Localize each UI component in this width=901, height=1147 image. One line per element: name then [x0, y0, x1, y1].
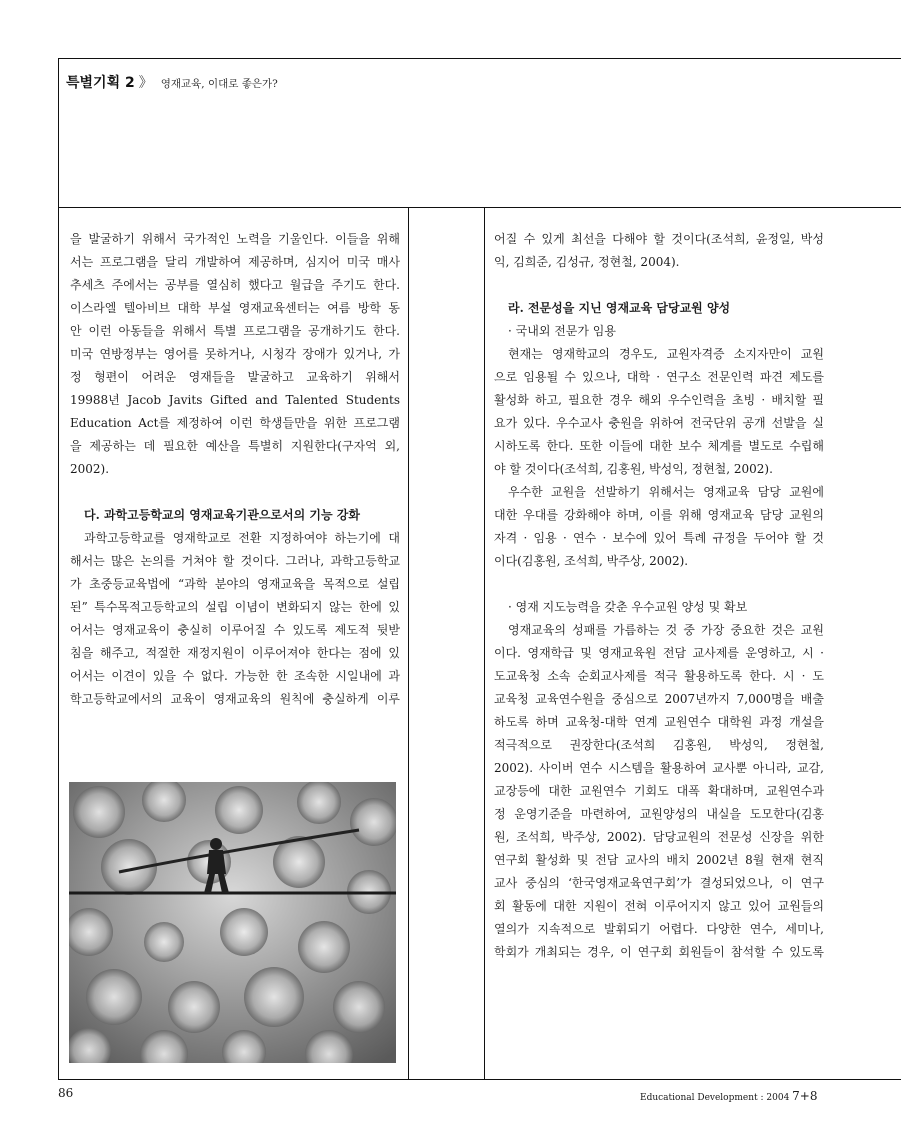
body-line: 학회가 개최되는 경우, 이 연구회 회원들이 참석할 수 있도록	[494, 945, 824, 959]
body-line: 영재교육의 성패를 가름하는 것 중 가장 중요한 것은 교원	[508, 623, 824, 637]
body-line: 추세츠 주에서는 공부를 열심히 했다고 월급을 주기도 한다.	[70, 278, 400, 292]
body-line: 야 할 것이다(조석희, 김홍원, 박성익, 정현철, 2002).	[494, 462, 773, 476]
body-line: 침을 해주고, 적절한 재정지원이 이루어져야 한다는 점에 있	[70, 646, 400, 660]
body-line: 과학고등학교를 영재학교로 전환 지정하여야 하는기에 대	[84, 531, 400, 545]
body-line: 가 초중등교육법에 “과학 분야의 영재교육을 목적으로 설립	[70, 577, 400, 591]
body-line: 을 제공하는 데 필요한 예산을 특별히 지원한다(구자억 외,	[70, 439, 400, 453]
body-line: 서는 프로그램을 달리 개발하여 제공하며, 심지어 미국 매사	[70, 255, 400, 269]
left-edge-rule	[58, 58, 59, 1080]
body-line: 을 발굴하기 위해서 국가적인 노력을 기울인다. 이들을 위해	[70, 232, 400, 246]
body-line: 연구회 활성화 및 전담 교사의 배치 2002년 8월 현재 현직	[494, 853, 824, 867]
column-divider-right	[484, 207, 485, 1080]
section-heading: 라. 전문성을 지닌 영재교육 담당교원 양성	[508, 301, 731, 315]
body-line: 대한 우대를 강화해야 하며, 이를 위해 영재교육 담당 교원의	[494, 508, 824, 522]
subsection-heading: · 영재 지도능력을 갖춘 우수교원 양성 및 확보	[508, 600, 748, 614]
body-line: 으로 임용될 수 있으나, 대학 · 연구소 전문인력 파견 제도를	[494, 370, 824, 384]
running-footer	[640, 1089, 818, 1103]
body-line: 적극적으로 권장한다(조석희 김홍원, 박성익, 정현철,	[494, 738, 824, 752]
body-line: 된” 특수목적고등학교의 설립 이념이 변화되지 않는 한에 있	[70, 600, 400, 614]
body-line: 2002).	[70, 462, 110, 476]
chevron-icon: 》	[138, 75, 153, 91]
header-bottom-rule	[58, 207, 901, 208]
page-number: 86	[58, 1086, 74, 1100]
body-line: 회 활동에 대한 지원이 전혀 이루어지지 않고 있어 교원들의	[494, 899, 824, 913]
body-line: 열의가 지속적으로 발휘되기 어렵다. 다양한 연수, 세미나,	[494, 922, 824, 936]
body-line: 해서는 많은 논의를 거쳐야 할 것이다. 그러나, 과학고등학교	[70, 554, 400, 568]
footer-rule	[58, 1079, 901, 1080]
right-column	[494, 228, 824, 964]
body-line: 교사 중심의 ‘한국영재교육연구회’가 결성되었으나, 이 연구	[494, 876, 824, 890]
body-line: 정 형편이 어려운 영재들을 발굴하고 교육하기 위해서	[70, 370, 400, 384]
subsection-heading: · 국내외 전문가 임용	[508, 324, 616, 338]
body-line: 학고등학교에서의 교육이 영재교육의 원칙에 충실하게 이루	[70, 692, 400, 706]
body-line: 익, 김희준, 김성규, 정현철, 2004).	[494, 255, 680, 269]
body-line: 어서는 이견이 있을 수 없다. 가능한 한 조속한 시일내에 과	[70, 669, 400, 683]
body-line: 이다. 영재학급 및 영재교육원 전담 교사제를 운영하고, 시 ·	[494, 646, 824, 660]
body-line: 어질 수 있게 최선을 다해야 할 것이다(조석희, 윤정일, 박성	[494, 232, 824, 246]
body-line: 요가 있다. 우수교사 충원을 위하여 전국단위 공개 선발을 실	[494, 416, 824, 430]
body-line: 이다(김홍원, 조석희, 박주상, 2002).	[494, 554, 689, 568]
body-line: 현재는 영재학교의 경우도, 교원자격증 소지자만이 교원	[508, 347, 824, 361]
issue-number: 7+8	[792, 1089, 818, 1103]
section-heading: 다. 과학고등학교의 영재교육기관으로서의 기능 강화	[84, 508, 360, 522]
column-divider-left	[408, 207, 409, 1080]
body-line: 활성화 하고, 필요한 경우 해외 우수인력을 초빙 · 배치할 필	[494, 393, 824, 407]
body-line: 안 이런 아동들을 위해서 특별 프로그램을 공개하기도 한다.	[70, 324, 400, 338]
tightrope-illustration	[69, 782, 396, 1063]
body-line: Education Act를 제정하여 이런 학생들만을 위한 프로그램	[70, 416, 400, 430]
running-title: Educational Development : 2004	[640, 1093, 790, 1103]
body-line: 어서는 영재교육이 충실히 이루어질 수 있도록 제도적 뒷받	[70, 623, 400, 637]
body-line: 하도록 하며 교육청-대학 연계 교원연수 대학원 과정 개설을	[494, 715, 824, 729]
series-title: 특별기획 2	[66, 75, 135, 91]
body-line: 원, 조석희, 박주상, 2002). 담당교원의 전문성 신장을 위한	[494, 830, 824, 844]
left-column	[70, 228, 400, 711]
body-line: 자격 · 임용 · 연수 · 보수에 있어 특례 규정을 두어야 할 것	[494, 531, 824, 545]
section-subtitle: 영재교육, 이대로 좋은가?	[160, 78, 278, 90]
body-line: 교장등에 대한 교원연수 기회도 대폭 확대하며, 교원연수과	[494, 784, 824, 798]
section-header	[66, 72, 278, 92]
body-line: 2002). 사이버 연수 시스템을 활용하여 교사뿐 아니라, 교감,	[494, 761, 824, 775]
body-line: 이스라엘 텔아비브 대학 부설 영재교육센터는 여름 방학 동	[70, 301, 400, 315]
body-line: 정 운영기준을 마련하여, 교원양성의 내실을 도모한다(김홍	[494, 807, 824, 821]
top-rule	[58, 58, 901, 59]
body-line: 교육청 교육연수원을 중심으로 2007년까지 7,000명을 배출	[494, 692, 824, 706]
body-line: 미국 연방정부는 영어를 못하거나, 시청각 장애가 있거나, 가	[70, 347, 400, 361]
body-line: 도교육청 소속 순회교사제를 적극 활용하도록 한다. 시 · 도	[494, 669, 824, 683]
body-line: 시하도록 한다. 또한 이들에 대한 보수 체계를 별도로 수립해	[494, 439, 824, 453]
body-line: 우수한 교원을 선발하기 위해서는 영재교육 담당 교원에	[508, 485, 824, 499]
body-line: 19988년 Jacob Javits Gifted and Talented Students	[70, 393, 400, 407]
